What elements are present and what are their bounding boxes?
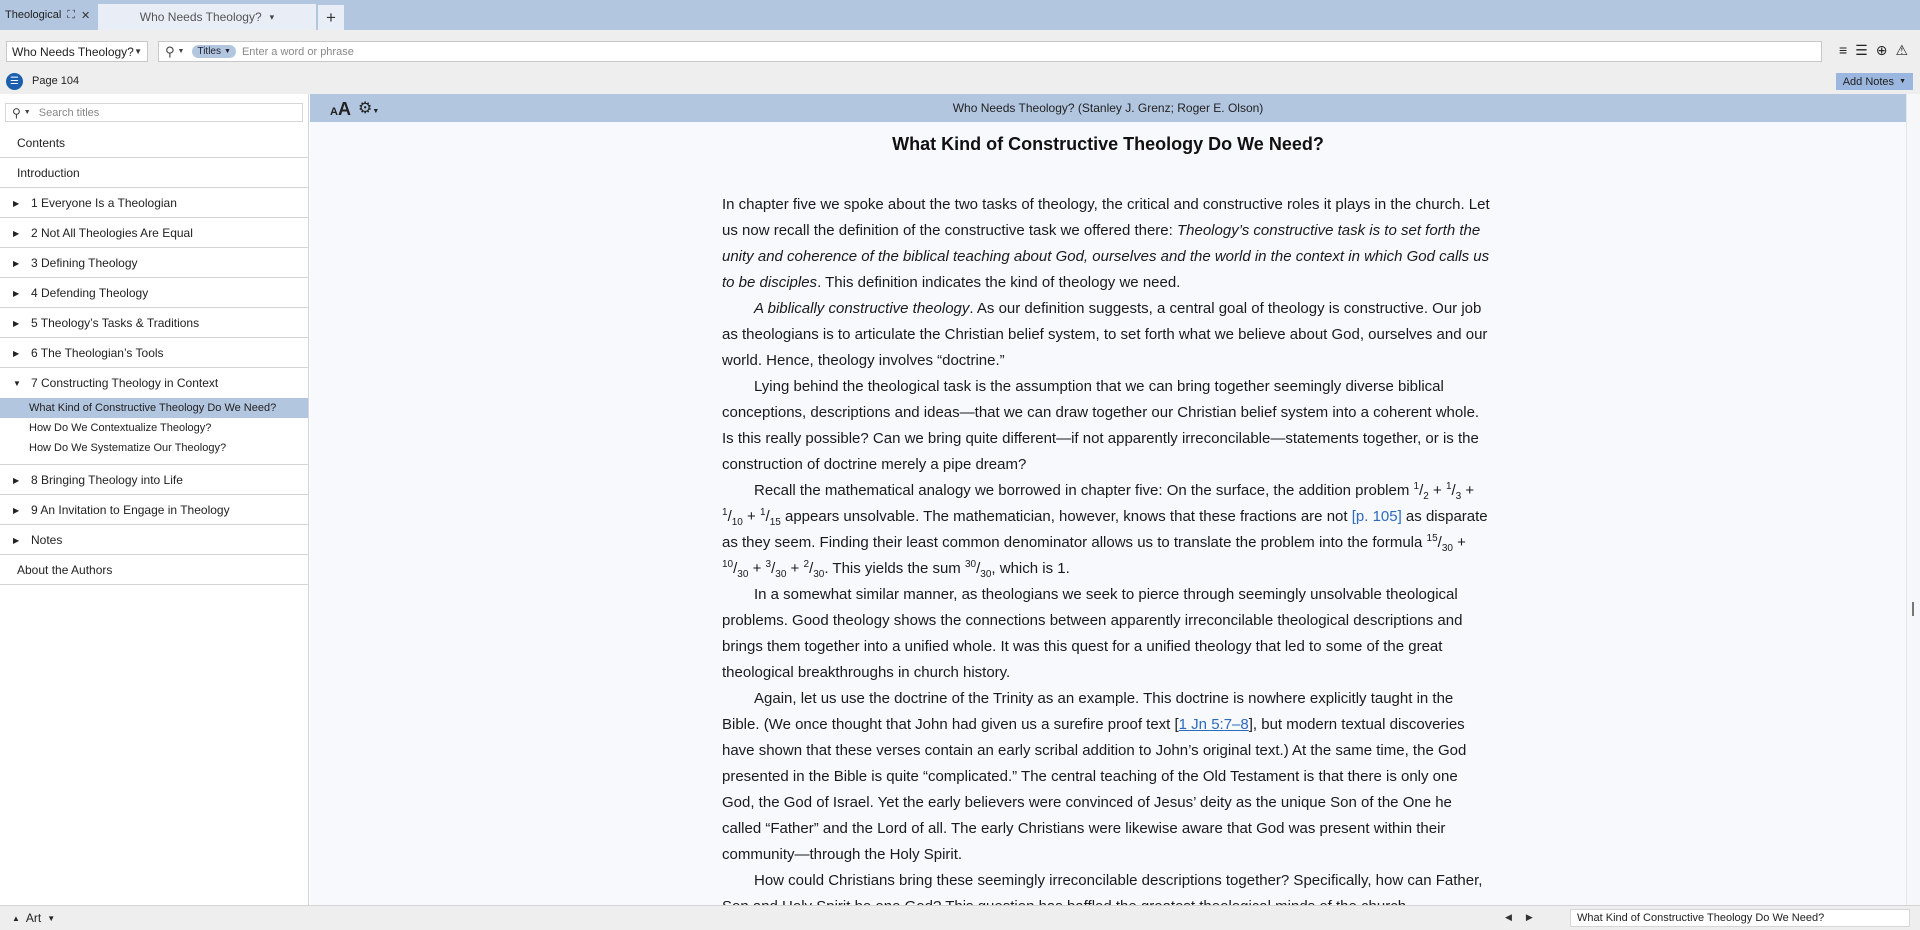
toc-item-label: About the Authors — [17, 562, 113, 577]
toc-subitem[interactable] — [0, 438, 308, 458]
sidebar-search — [5, 103, 303, 122]
expand-triangle-icon[interactable]: ▶ — [13, 259, 20, 268]
paragraph: Lying behind the theological task is the assumption that we can bring together seemingly diverse biblical conceptions, descriptions and ideas—that we can draw together our Christian belief system into a coherent whole. Is this really possible? Can we bring quite different—if not apparently irreconcilable—statements together, or is the construction of doctrine merely a pipe dream? — [722, 378, 1480, 473]
chevron-down-icon: ▼ — [1899, 78, 1906, 85]
toc-item-chapter-5[interactable] — [0, 308, 308, 338]
toc-subitem-active[interactable] — [0, 398, 308, 418]
toc-item-chapter-6[interactable] — [0, 338, 308, 368]
chapter-title: What Kind of Constructive Theology Do We Need? — [892, 134, 1324, 154]
panel-menu-icon[interactable]: ≡ — [1838, 42, 1848, 58]
list-icon[interactable]: ☰ — [1855, 42, 1868, 58]
toc-item-label: Introduction — [17, 165, 80, 180]
status-bar — [0, 905, 1920, 930]
toc-item-about-authors[interactable] — [0, 555, 308, 585]
add-notes-button[interactable] — [1836, 73, 1913, 90]
toc-item-label: 9 An Invitation to Engage in Theology — [31, 502, 230, 517]
expand-triangle-icon[interactable]: ▶ — [13, 199, 20, 208]
search-icon[interactable]: ⚲ — [165, 43, 175, 59]
expand-triangle-icon[interactable]: ▶ — [13, 289, 20, 298]
reader-content — [310, 122, 1906, 905]
chevron-down-icon: ▼ — [47, 913, 56, 923]
toc-subitem[interactable] — [0, 418, 308, 438]
page-label: Page 104 — [32, 75, 80, 87]
warning-icon[interactable]: ⚠ — [1895, 42, 1908, 58]
search-options-chevron-icon[interactable]: ▼ — [23, 109, 31, 116]
toc-subitem-label: How Do We Systematize Our Theology? — [29, 442, 227, 454]
toc-item-chapter-3[interactable] — [0, 248, 308, 278]
paragraph: Again, let us use the doctrine of the Trinity as an example. This doctrine is nowhere explicitly taught in the Bible. (We once thought that John had given us a surefire proof text [1 Jn 5:7–8], but modern textual discoveries have shown that these verses contain an early scribal addition to John’s original text.) At the same time, the God presented in the Bible is quite “complicated.” The central teaching of the Old Testament is that there is only one God, the God of Israel. Yet the early believers were convinced of Jesus’ deity as the unique Son of the One he called “Father” and the Lord of all. The early Christians were likewise aware that God was present within their community—through the Holy Spirit. — [722, 690, 1467, 863]
toc-item-label: 5 Theology’s Tasks & Traditions — [31, 315, 200, 330]
search-options-chevron-icon[interactable]: ▼ — [177, 48, 185, 55]
toc-list-icon[interactable]: ☰ — [6, 73, 23, 90]
toc-item-label: 8 Bringing Theology into Life — [31, 472, 183, 487]
toc-sidebar — [0, 94, 309, 905]
toc-item-label: 1 Everyone Is a Theologian — [31, 195, 177, 210]
expand-triangle-icon[interactable]: ▶ — [13, 506, 20, 515]
toc-item-label: 2 Not All Theologies Are Equal — [31, 225, 193, 240]
expand-triangle-icon[interactable]: ▶ — [13, 229, 20, 238]
resource-select[interactable] — [6, 41, 148, 62]
resource-title: Who Needs Theology? (Stanley J. Grenz; Roger E. Olson) — [952, 101, 1264, 115]
toc-item-label: 7 Constructing Theology in Context — [31, 376, 219, 390]
toc-item-label: 6 The Theologian’s Tools — [31, 345, 164, 360]
expand-triangle-icon[interactable]: ▶ — [13, 319, 20, 328]
toc-item-chapter-1[interactable] — [0, 188, 308, 218]
toc-item-notes[interactable] — [0, 525, 308, 555]
expand-triangle-icon[interactable]: ▶ — [13, 536, 20, 545]
add-notes-label: Add Notes — [1842, 75, 1895, 88]
collapse-triangle-icon[interactable]: ▼ — [13, 379, 21, 388]
toc-subitem-label: What Kind of Constructive Theology Do We Need? — [29, 402, 277, 414]
paragraph: A biblically constructive theology. As our definition suggests, a central goal of theology is constructive. Our job as theologians is to articulate the Christian belief system, to set forth what we believe about God, ourselves and our world. Hence, theology involves “doctrine.” — [722, 300, 1488, 369]
toc-item-label: 3 Defining Theology — [31, 255, 138, 270]
toc-item-chapter-4[interactable] — [0, 278, 308, 308]
tab-book-label: Who Needs Theology? — [139, 10, 262, 24]
search-input[interactable] — [242, 46, 1642, 58]
toolbar-icons — [1839, 42, 1908, 59]
paragraph: In chapter five we spoke about the two tasks of theology, the critical and constructive roles it plays in the church. Let us now recall the definition of the constructive task we offered there: Theology’s constructive task is to set forth the unity and coherence of the biblical teaching about God, ourselves and the world in the context in which God calls us to be disciples. This definition indicates the kind of theology we need. — [722, 196, 1490, 291]
scrollbar-thumb[interactable] — [1912, 602, 1914, 616]
toc-item-chapter-8[interactable] — [0, 465, 308, 495]
gear-icon[interactable]: ⚙▼ — [358, 100, 380, 117]
paragraph: In a somewhat similar manner, as theologians we seek to pierce through seemingly unsolvable theological problems. Good theology shows the connections between apparently irreconcilable theological descriptions and brings them together into a unified whole. It was this quest for a unified theology that led to some of the great theological breakthroughs in church history. — [722, 586, 1463, 681]
page-bar — [0, 70, 1920, 94]
search-box — [158, 41, 1822, 62]
reader-header — [310, 94, 1906, 122]
close-icon[interactable]: ✕ — [80, 9, 91, 22]
toc-subgroup-chapter-7 — [0, 398, 308, 465]
bible-reference-link[interactable]: 1 Jn 5:7–8 — [1178, 716, 1249, 733]
maximize-icon[interactable]: ⛶ — [67, 8, 75, 21]
toc-item-chapter-9[interactable] — [0, 495, 308, 525]
chevron-down-icon: ▼ — [224, 48, 231, 55]
toc-subitem-label: How Do We Contextualize Theology? — [29, 422, 212, 434]
scope-chip-label: Titles — [197, 46, 221, 57]
toc-item-chapter-2[interactable] — [0, 218, 308, 248]
next-arrow-icon[interactable]: ▶ — [1525, 912, 1533, 922]
nav-arrows — [1505, 912, 1533, 923]
resource-select-value: Who Needs Theology? — [12, 44, 134, 59]
toc-item-label: 4 Defending Theology — [31, 285, 149, 300]
chevron-down-icon[interactable]: ▾ — [269, 11, 275, 22]
toc-item-introduction[interactable] — [0, 158, 308, 188]
toc-list — [0, 128, 308, 585]
add-tab-button[interactable]: + — [318, 5, 344, 30]
search-icon[interactable]: ⚲ — [12, 105, 21, 120]
triangle-up-icon: ▲ — [12, 913, 20, 923]
tab-strip — [0, 0, 1920, 30]
page-link[interactable]: [p. 105] — [1351, 508, 1402, 525]
expand-triangle-icon[interactable]: ▶ — [13, 476, 20, 485]
art-dropdown[interactable] — [12, 911, 55, 925]
toc-item-contents[interactable] — [0, 128, 308, 158]
tab-theological-label: Theological — [5, 9, 62, 21]
paragraph: How could Christians bring these seemingly irreconcilable descriptions together? Specifically, how can Father, — [754, 872, 1483, 889]
tab-theological[interactable] — [0, 0, 98, 30]
toolbar — [0, 30, 1920, 70]
reader-scrollbar[interactable] — [1906, 94, 1920, 905]
toc-item-chapter-7[interactable] — [0, 368, 308, 398]
art-label: Art — [25, 911, 42, 925]
font-size-icon[interactable]: AA — [330, 99, 351, 119]
add-circle-icon[interactable]: ⊕ — [1875, 42, 1888, 58]
toc-item-label: Notes — [31, 532, 63, 547]
search-titles-input[interactable] — [39, 107, 289, 119]
scope-chip-titles[interactable] — [192, 45, 235, 58]
paragraph-fractions: Recall the mathematical analogy we borrowed in chapter five: On the surface, the addition problem $^1/_2 + ^1/_3 + ^1/_{10} + ^1/_{15}$ appears unsolvable. The mathematician, however, knows that these fractions are not [p. 105] as disparate as they seem. Finding their least common denominator allows us to translate the problem into the formula $^{15}/_{30} + ^{10}/_{30} + ^3/_{30} + ^2/_{30}$. This yields the sum $^{30}/_{30}$, which is 1. — [722, 481, 1488, 580]
chevron-down-icon: ▼ — [134, 47, 142, 56]
expand-triangle-icon[interactable]: ▶ — [13, 349, 20, 358]
tab-who-needs-theology[interactable] — [98, 4, 316, 30]
previous-arrow-icon[interactable]: ◀ — [1505, 912, 1512, 922]
location-field[interactable]: What Kind of Constructive Theology Do We Need? — [1570, 909, 1910, 927]
article-body — [722, 192, 1492, 920]
toc-item-label: Contents — [17, 135, 66, 150]
